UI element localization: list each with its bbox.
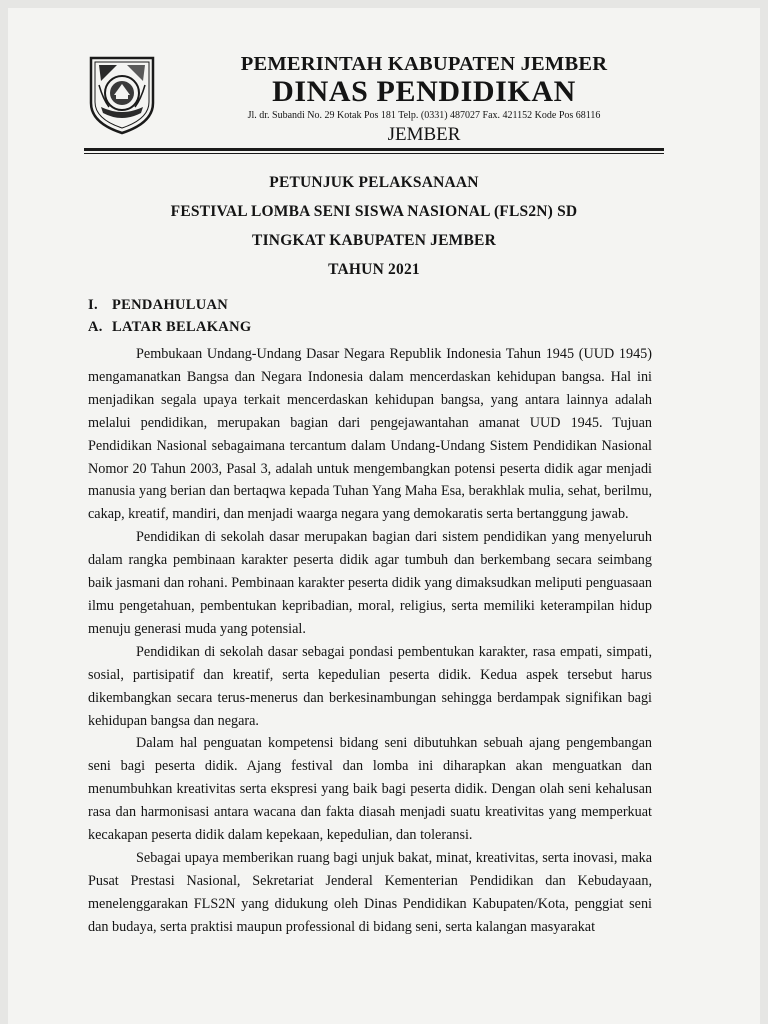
title-line-4: TAHUN 2021 — [328, 261, 420, 278]
subsection-title: LATAR BELAKANG — [112, 319, 252, 335]
department-name: DINAS PENDIDIKAN — [272, 75, 576, 108]
document-title — [84, 168, 664, 284]
title-line-1: PETUNJUK PELAKSANAAN — [269, 174, 479, 191]
chapter-heading — [88, 297, 648, 314]
paragraph: Pembukaan Undang-Undang Dasar Negara Republik Indonesia Tahun 1945 (UUD 1945) mengamanatkan Bangsa dan Negara Indonesia dalam mencerdaskan kehidupan bangsa. Hal ini menjadikan segala upaya terkait mencerdaskan kehidupan bangsa, yang antara lainnya adalah melalui pendidikan, merupakan bagian dari pengejawantahan amanat UUD 1945. Tujuan Pendidikan Nasional sebagaimana tercantum dalam Undang-Undang Sistem Pendidikan Nasional Nomor 20 Tahun 2003, Pasal 3, adalah untuk mengembangkan potensi peserta didik agar menjadi manusia yang berian dan bertaqwa kepada Tuhan Yang Maha Esa, berakhlak mulia, sehat, berilmu, cakap, kreatif, mandiri, dan menjadi waarga negara yang demokaratis serta bertanggung jawab. — [88, 346, 652, 523]
chapter-title: PENDAHULUAN — [112, 297, 229, 313]
office-address: Jl. dr. Subandi No. 29 Kotak Pos 181 Telp. (0331) 487027 Fax. 421152 Kode Pos 68116 — [247, 110, 601, 121]
body-text — [88, 343, 652, 939]
jember-regency-crest-icon — [87, 55, 157, 135]
letterhead — [84, 50, 664, 158]
paragraph: Pendidikan di sekolah dasar merupakan bagian dari sistem pendidikan yang menyeluruh dalam rangka pembinaan karakter peserta didik agar tumbuh dan berkembang secara seimbang baik jasmani dan rohani. Pembinaan karakter peserta didik yang dimaksudkan meliputi penguasaan ilmu pengetahuan, pembentukan kepribadian, moral, religius, serta memiliki keterampilan hidup menuju generasi muda yang potensial. — [88, 529, 652, 637]
government-name: PEMERINTAH KABUPATEN JEMBER — [240, 53, 608, 75]
paragraph: Pendidikan di sekolah dasar sebagai pondasi pembentukan karakter, rasa empati, simpati, sosial, partisipatif dan kreatif, serta kepedulian peserta didik. Kedua aspek tersebut harus dikembangkan secara terus-menerus dan berkesinambungan sehingga berdampak signifikan bagi kehidupan bangsa dan negara. — [88, 643, 652, 729]
subsection-number: A. — [88, 319, 103, 335]
title-line-2: FESTIVAL LOMBA SENI SISWA NASIONAL (FLS2N) SD — [170, 203, 578, 220]
letterhead-text — [194, 50, 654, 146]
letterhead-divider-thick — [84, 148, 664, 151]
paragraph: Dalam hal penguatan kompetensi bidang seni dibutuhkan sebuah ajang pengembangan seni bagi peserta didik. Ajang festival dan lomba ini diharapkan akan menguatkan dan menumbuhkan kreativitas serta ekspresi yang baik bagi peserta didik. Dengan olah seni kehalusan rasa dan harmonisasi antara wacana dan fakta diasah menjadi suatu kreativitas yang memperkuat kecakapan peserta didik dalam kepekaan, kepedulian, dan toleransi. — [88, 735, 652, 844]
subsection-heading — [88, 319, 648, 336]
paragraph: Sebagai upaya memberikan ruang bagi unjuk bakat, minat, kreativitas, serta inovasi, maka Pusat Prestasi Nasional, Sekretariat Jenderal Kementerian Pendidikan dan Kebudayaan, menelenggarakan FLS2N yang didukung oleh Dinas Pendidikan Kabupaten/Kota, penggiat seni dan budaya, serta praktisi maupun professional di bidang seni, serta kalangan masyarakat — [88, 849, 652, 935]
letterhead-divider-thin — [84, 153, 664, 154]
chapter-number: I. — [88, 297, 98, 313]
city-name: JEMBER — [387, 124, 461, 145]
title-line-3: TINGKAT KABUPATEN JEMBER — [252, 232, 496, 249]
